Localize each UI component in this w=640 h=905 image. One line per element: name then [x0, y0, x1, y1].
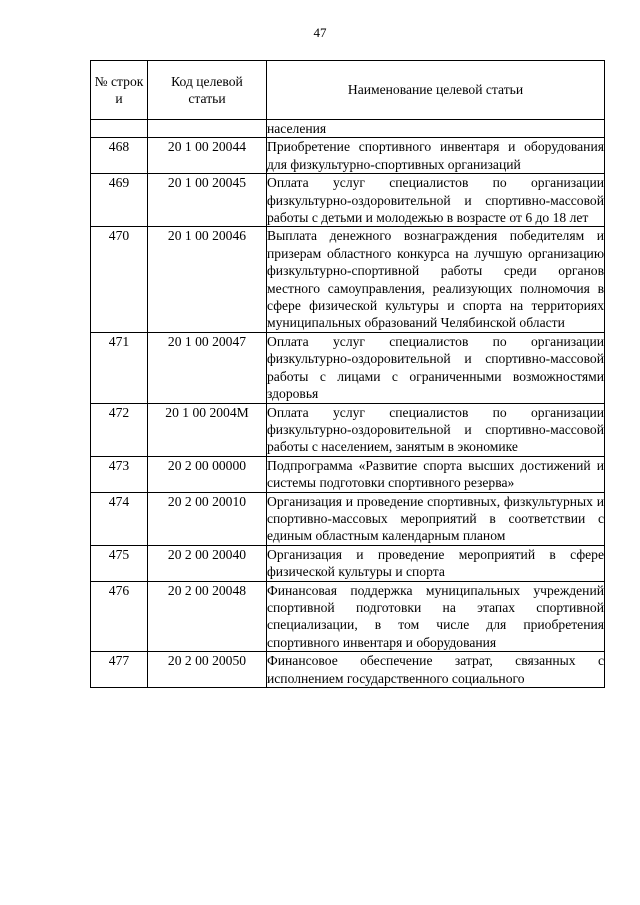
header-target-name: Наименование целевой статьи: [347, 82, 524, 98]
row-number-cell: 469: [91, 174, 148, 227]
row-number-cell: 471: [91, 332, 148, 403]
row-number-cell: 473: [91, 456, 148, 492]
row-code-cell: 20 2 00 20010: [148, 492, 267, 545]
row-number-cell: [91, 120, 148, 138]
table-row: [91, 545, 605, 581]
row-name-cell: Выплата денежного вознаграждения победителям и призерам областного конкурса на лучшую организацию физкультурно-спортивной работы среди органов местного самоуправления, реализующих полномочия в сфере физической культуры и спорта на территориях муниципальных образований Челябинской области: [267, 228, 604, 331]
row-name-cell: Подпрограмма «Развитие спорта высших достижений и системы подготовки спортивного резерва»: [267, 457, 604, 491]
row-number-cell: 472: [91, 403, 148, 456]
row-code-cell: 20 1 00 20047: [148, 332, 267, 403]
row-code-cell: 20 2 00 00000: [148, 456, 267, 492]
row-name-cell: населения: [267, 120, 605, 138]
row-name-cell: Оплата услуг специалистов по организации физкультурно-оздоровительной и спортивно-массовой работы с населением, занятым в экономике: [267, 404, 604, 455]
row-code-cell: 20 2 00 20048: [148, 581, 267, 652]
row-code-cell: 20 1 00 2004М: [148, 403, 267, 456]
table-row: [91, 456, 605, 492]
row-code-cell: 20 1 00 20044: [148, 138, 267, 174]
row-name-cell: Финансовое обеспечение затрат, связанных с исполнением государственного социального: [267, 653, 604, 686]
table-row: [91, 138, 605, 174]
row-name-cell: Финансовая поддержка муниципальных учреждений спортивной подготовки на этапах спортивной специализации, в том числе для приобретения спортивного инвентаря и оборудования: [267, 582, 604, 650]
row-code-cell: 20 2 00 20040: [148, 545, 267, 581]
table-row: [91, 403, 605, 456]
row-number-cell: 476: [91, 581, 148, 652]
table-row: [91, 581, 605, 652]
row-number-cell: 475: [91, 545, 148, 581]
table-header-row: [91, 61, 605, 120]
page-number: 47: [313, 25, 327, 40]
header-code-cell: [148, 61, 267, 120]
row-number-cell: 477: [91, 652, 148, 688]
table-row: [91, 227, 605, 332]
row-code-cell: [148, 120, 267, 138]
row-name-cell: Приобретение спортивного инвентаря и оборудования для физкультурно-спортивных организаций: [267, 139, 604, 172]
table-row: [91, 492, 605, 545]
table-row-continuation: [91, 120, 605, 138]
row-name-cell: Оплата услуг специалистов по организации физкультурно-оздоровительной и спортивно-массовой работы с детьми и молодежью в возрасте от 6 до 18 лет: [267, 175, 604, 226]
table-row: [91, 332, 605, 403]
row-number-cell: 474: [91, 492, 148, 545]
header-name-cell: [267, 61, 605, 120]
table-row: [91, 174, 605, 227]
row-code-cell: 20 1 00 20046: [148, 227, 267, 332]
row-number-cell: 470: [91, 227, 148, 332]
row-number-cell: 468: [91, 138, 148, 174]
header-row-number: № строк и: [94, 73, 144, 106]
table-row: [91, 652, 605, 688]
row-name-cell: Оплата услуг специалистов по организации физкультурно-оздоровительной и спортивно-массовой работы с лицами с ограниченными возможностями здоровья: [267, 333, 604, 402]
row-name-cell: Организация и проведение спортивных, физкультурных и спортивно-массовых мероприятий в соответствии с единым областным календарным планом: [267, 493, 604, 544]
row-name-cell: Организация и проведение мероприятий в сфере физической культуры и спорта: [267, 546, 604, 580]
budget-table: [90, 60, 605, 688]
row-code-cell: 20 1 00 20045: [148, 174, 267, 227]
row-code-cell: 20 2 00 20050: [148, 652, 267, 688]
header-target-code: Код целевой статьи: [171, 73, 243, 106]
header-row-number-cell: [91, 61, 148, 120]
